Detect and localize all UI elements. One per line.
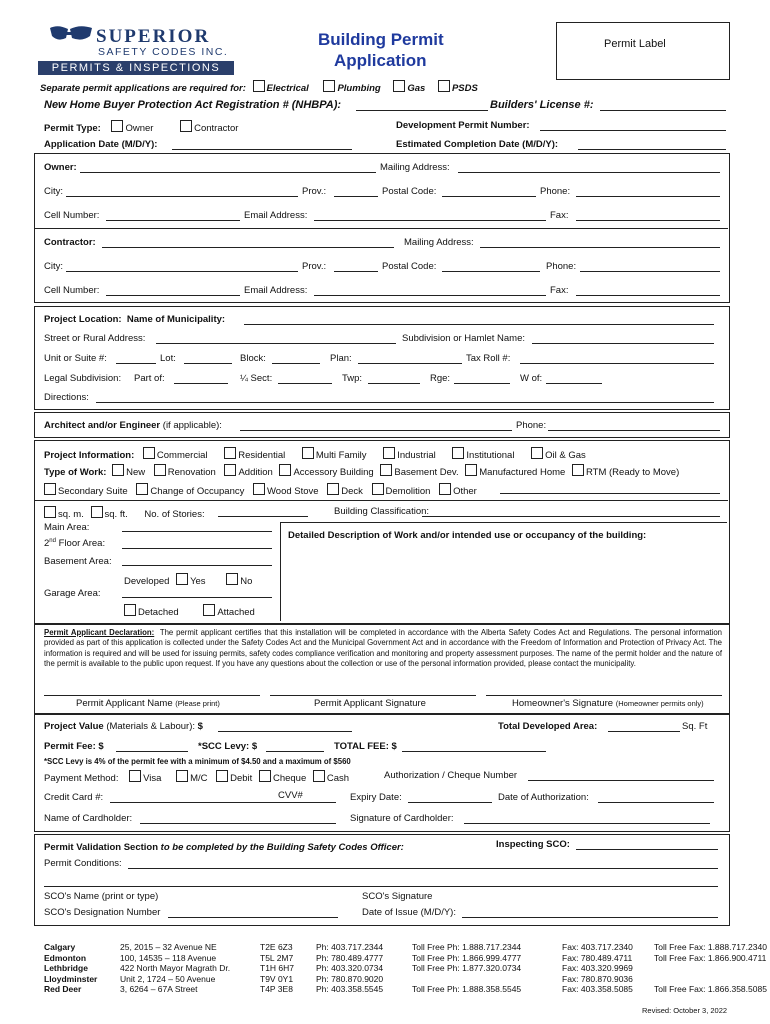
second-floor-text: Floor Area: xyxy=(55,538,106,550)
dev-permit-field[interactable] xyxy=(540,130,726,131)
payment-method-row xyxy=(44,770,349,784)
offices-footer xyxy=(44,942,770,995)
logo-banner: PERMITS & INSPECTIONS xyxy=(38,61,234,75)
owner-email-field[interactable] xyxy=(314,220,546,221)
office-tollfree: Toll Free Ph: 1.877.320.0734 xyxy=(412,963,522,973)
change-occupancy-label: Change of Occupancy xyxy=(150,486,245,497)
dev-permit-label: Development Permit Number: xyxy=(396,120,530,131)
directions-label: Directions: xyxy=(44,392,89,403)
divider xyxy=(34,228,728,229)
developed-row xyxy=(124,573,252,587)
divider xyxy=(34,500,728,501)
homeowner-signature-label xyxy=(512,698,704,709)
deck-label: Deck xyxy=(341,486,363,497)
permit-fee-field[interactable] xyxy=(116,751,188,752)
manufactured-home-checkbox[interactable] xyxy=(465,464,477,476)
office-phone: Ph: 403.358.5545 xyxy=(316,984,384,994)
sco-signature-label: SCO's Signature xyxy=(362,891,433,902)
garage-type-row xyxy=(124,604,255,618)
contractor-phone-field[interactable] xyxy=(580,271,720,272)
second-floor-label xyxy=(44,538,105,549)
industrial-checkbox[interactable] xyxy=(383,447,395,459)
quarter-section-field[interactable] xyxy=(278,383,332,384)
declaration-text: The permit applicant certifies that this installation will be completed in accordance with the Alberta Safety Codes Act and Regulations. The personal information provided as part of this application is collected under the Safety Codes Act and the Municipal Government Act and in accordance with the Freedom of Information and Protection of Privacy Act. The information is required and will be used for issuing permits, safety codes compliance verification and monitoring and property assessment purposes. The name of the permit holder and the nature of the permit is available to the public upon request. If you have any questions about the collection or use of the personal information provided, please contact the municipality. xyxy=(44,628,722,669)
rge-field[interactable] xyxy=(454,383,510,384)
office-address: 100, 14535 – 118 Avenue xyxy=(120,952,217,963)
homeowner-signature-field[interactable] xyxy=(486,695,722,696)
contractor-mailing-field[interactable] xyxy=(480,247,720,248)
issue-date-field[interactable] xyxy=(462,917,718,918)
builders-license-label: Builders' License #: xyxy=(490,99,594,111)
wood-stove-label: Wood Stove xyxy=(267,486,319,497)
office-city: Edmonton xyxy=(44,952,87,963)
type-of-work-row xyxy=(44,464,679,478)
applicant-name-label xyxy=(76,698,220,709)
office-row xyxy=(44,942,770,953)
form-title-line1: Building Permit xyxy=(318,30,444,49)
permit-fee-label: Permit Fee: $ xyxy=(44,741,104,752)
contractor-label: Contractor: xyxy=(44,237,96,248)
office-address: 25, 2015 – 32 Avenue NE xyxy=(120,942,217,952)
sco-name-label: SCO's Name (print or type) xyxy=(44,891,159,902)
office-row xyxy=(44,953,770,964)
cardholder-signature-field[interactable] xyxy=(464,823,710,824)
sqm-label: sq. m. xyxy=(58,509,84,520)
owner-email-label: Email Address: xyxy=(244,210,308,221)
cash-label: Cash xyxy=(326,773,350,784)
main-area-field[interactable] xyxy=(122,531,272,532)
w-of-field[interactable] xyxy=(546,383,602,384)
rge-label: Rge: xyxy=(430,373,451,384)
accessory-building-label: Accessory Building xyxy=(293,467,374,478)
owner-mailing-field[interactable] xyxy=(458,172,720,173)
cardholder-label: Name of Cardholder: xyxy=(44,813,133,824)
change-occupancy-checkbox[interactable] xyxy=(136,483,148,495)
oil-gas-checkbox[interactable] xyxy=(531,447,543,459)
designation-label: SCO's Designation Number xyxy=(44,907,161,918)
basement-dev-label: Basement Dev. xyxy=(394,467,459,478)
twp-label: Twp: xyxy=(342,373,363,384)
garage-area-label: Garage Area: xyxy=(44,588,101,599)
basement-dev-checkbox[interactable] xyxy=(380,464,392,476)
project-info-label: Project Information: xyxy=(44,450,135,461)
subdivision-label: Subdivision or Hamlet Name: xyxy=(402,333,526,344)
mc-checkbox[interactable] xyxy=(176,770,188,782)
permit-label: Permit Label xyxy=(604,38,666,50)
validation-title-row xyxy=(44,842,404,853)
office-row xyxy=(44,984,770,995)
nhbpa-label: New Home Buyer Protection Act Registration # (NHBPA): xyxy=(44,99,342,111)
new-label: New xyxy=(126,467,146,478)
block-field[interactable] xyxy=(272,363,320,364)
cvv-label: CVV# xyxy=(278,790,303,801)
gas-label: Gas xyxy=(407,83,426,94)
oil-gas-label: Oil & Gas xyxy=(545,450,586,461)
plumbing-checkbox[interactable] xyxy=(323,80,335,92)
electrical-label: Electrical xyxy=(266,83,309,94)
credit-card-field[interactable] xyxy=(110,802,336,803)
owner-prov-label: Prov.: xyxy=(302,186,327,197)
contractor-email-label: Email Address: xyxy=(244,285,308,296)
owner-fax-label: Fax: xyxy=(550,210,569,221)
owner-phone-label: Phone: xyxy=(540,186,571,197)
cash-checkbox[interactable] xyxy=(313,770,325,782)
residential-checkbox[interactable] xyxy=(224,447,236,459)
developed-yes-checkbox[interactable] xyxy=(176,573,188,585)
total-fee-label: TOTAL FEE: $ xyxy=(334,741,397,752)
plumbing-label: Plumbing xyxy=(337,83,381,94)
cardholder-signature-label: Signature of Cardholder: xyxy=(350,813,454,824)
permit-label-box xyxy=(556,22,730,80)
office-tollfree: Toll Free Ph: 1.888.717.2344 xyxy=(412,942,522,952)
commercial-checkbox[interactable] xyxy=(143,447,155,459)
owner-label: Owner: xyxy=(44,162,77,173)
contractor-cell-label: Cell Number: xyxy=(44,285,100,296)
part-of-label: Part of: xyxy=(134,373,165,384)
renovation-label: Renovation xyxy=(167,467,216,478)
office-tollfree-fax xyxy=(654,974,770,985)
office-tollfree: Toll Free Ph: 1.866.999.4777 xyxy=(412,952,522,963)
owner-cell-field[interactable] xyxy=(106,220,240,221)
office-postal: T1H 6H7 xyxy=(260,963,295,973)
garage-area-field[interactable] xyxy=(122,597,272,598)
deck-checkbox[interactable] xyxy=(327,483,339,495)
multi-family-checkbox[interactable] xyxy=(302,447,314,459)
office-postal: T2E 6Z3 xyxy=(260,942,293,952)
visa-label: Visa xyxy=(143,773,162,784)
declaration-text-block xyxy=(44,628,722,670)
office-postal: T9V 0Y1 xyxy=(260,973,294,984)
multi-family-label: Multi Family xyxy=(315,450,367,461)
owner-postal-label: Postal Code: xyxy=(382,186,437,197)
unit-field[interactable] xyxy=(116,363,156,364)
logo-name: SUPERIOR xyxy=(96,26,211,47)
expiry-label: Expiry Date: xyxy=(350,792,402,803)
psds-checkbox[interactable] xyxy=(438,80,450,92)
project-location-label xyxy=(44,314,225,325)
addition-checkbox[interactable] xyxy=(224,464,236,476)
builders-license-field[interactable] xyxy=(600,110,726,111)
contractor-option-label: Contractor xyxy=(194,123,239,134)
contractor-fax-label: Fax: xyxy=(550,285,569,296)
payment-method-label: Payment Method: xyxy=(44,773,119,784)
contractor-email-field[interactable] xyxy=(314,295,546,296)
mc-label: M/C xyxy=(190,773,208,784)
municipality-field[interactable] xyxy=(244,324,714,325)
residential-label: Residential xyxy=(238,450,286,461)
office-fax: Fax: 403.320.9969 xyxy=(562,963,633,973)
secondary-suite-label: Secondary Suite xyxy=(58,486,128,497)
office-tollfree-fax xyxy=(654,963,770,974)
logo-mark-icon xyxy=(48,24,94,48)
contractor-fax-field[interactable] xyxy=(576,295,720,296)
owner-postal-field[interactable] xyxy=(442,196,536,197)
credit-card-label: Credit Card #: xyxy=(44,792,104,803)
owner-phone-field[interactable] xyxy=(576,196,720,197)
demolition-checkbox[interactable] xyxy=(372,483,384,495)
block-label: Block: xyxy=(240,353,266,364)
sqm-checkbox[interactable] xyxy=(44,506,56,518)
electrical-checkbox[interactable] xyxy=(253,80,265,92)
designation-field[interactable] xyxy=(168,917,338,918)
other-label: Other xyxy=(453,486,477,497)
part-of-field[interactable] xyxy=(174,383,228,384)
total-area-label: Total Developed Area: xyxy=(498,721,598,732)
industrial-label: Industrial xyxy=(397,450,436,461)
subdivision-field[interactable] xyxy=(532,343,714,344)
project-value-suffix: (Materials & Labour): xyxy=(106,721,196,732)
contractor-city-label: City: xyxy=(44,261,63,272)
detached-checkbox[interactable] xyxy=(124,604,136,616)
debit-checkbox[interactable] xyxy=(216,770,228,782)
description-label: Detailed Description of Work and/or intended use or occupancy of the building: xyxy=(288,530,647,541)
applicant-signature-field[interactable] xyxy=(270,695,476,696)
gas-checkbox[interactable] xyxy=(393,80,405,92)
issue-date-label: Date of Issue (M/D/Y): xyxy=(362,907,456,918)
owner-cell-label: Cell Number: xyxy=(44,210,100,221)
office-fax: Fax: 403.717.2340 xyxy=(562,942,633,952)
office-address: 422 North Mayor Magrath Dr. xyxy=(120,963,231,973)
contractor-postal-label: Postal Code: xyxy=(382,261,437,272)
office-row xyxy=(44,974,770,985)
unit-label: Unit or Suite #: xyxy=(44,353,107,364)
wood-stove-checkbox[interactable] xyxy=(253,483,265,495)
application-date-field[interactable] xyxy=(172,149,352,150)
cardholder-field[interactable] xyxy=(140,823,336,824)
institutional-checkbox[interactable] xyxy=(452,447,464,459)
contractor-prov-field[interactable] xyxy=(334,271,378,272)
office-tollfree-fax: Toll Free Fax: 1.866.900.4711 xyxy=(654,952,767,963)
project-info-row xyxy=(44,447,586,461)
authorization-label: Authorization / Cheque Number xyxy=(384,770,518,781)
lot-label: Lot: xyxy=(160,353,176,364)
validation-subtitle: to be completed by the Building Safety Codes Officer: xyxy=(160,842,404,853)
lot-field[interactable] xyxy=(184,363,232,364)
accessory-building-checkbox[interactable] xyxy=(279,464,291,476)
quarter-section-label: ¼ Sect: xyxy=(240,373,273,384)
architect-phone-field[interactable] xyxy=(548,430,720,431)
expiry-field[interactable] xyxy=(408,802,492,803)
dollar-sign: $ xyxy=(197,721,203,732)
secondary-suite-checkbox[interactable] xyxy=(44,483,56,495)
type-of-work-row-2 xyxy=(44,483,477,497)
office-phone: Ph: 403.717.2344 xyxy=(316,942,384,952)
total-area-unit: Sq. Ft xyxy=(682,721,708,732)
other-field[interactable] xyxy=(500,493,720,494)
manufactured-home-label: Manufactured Home xyxy=(479,467,566,478)
form-title-line2: Application xyxy=(334,51,427,70)
rtm-checkbox[interactable] xyxy=(572,464,584,476)
total-area-field[interactable] xyxy=(608,731,680,732)
permit-type-row xyxy=(44,120,238,134)
office-postal: T5L 2M7 xyxy=(260,952,294,963)
office-city: Red Deer xyxy=(44,984,82,994)
logo-subtitle: SAFETY CODES INC. xyxy=(98,46,229,58)
architect-title: Architect and/or Engineer xyxy=(44,420,161,431)
sqft-label: sq. ft. xyxy=(104,509,128,520)
office-phone: Ph: 780.870.9020 xyxy=(316,973,384,984)
basement-area-field[interactable] xyxy=(122,565,272,566)
street-label: Street or Rural Address: xyxy=(44,333,146,344)
contractor-checkbox[interactable] xyxy=(180,120,192,132)
legal-label: Legal Subdivision: xyxy=(44,373,122,384)
separate-applications-row xyxy=(40,80,478,94)
owner-mailing-label: Mailing Address: xyxy=(380,162,450,173)
stories-label: No. of Stories: xyxy=(144,509,205,520)
type-of-work-label: Type of Work: xyxy=(44,467,107,478)
basement-area-label: Basement Area: xyxy=(44,556,112,567)
office-tollfree: Toll Free Ph: 1.888.358.5545 xyxy=(412,984,522,994)
applicant-name-text: Permit Applicant Name xyxy=(76,698,173,709)
project-value-row xyxy=(44,721,203,732)
declaration-title: Permit Applicant Declaration: xyxy=(44,628,155,637)
second-floor-number: 2 xyxy=(44,538,50,550)
applicant-signature-label: Permit Applicant Signature xyxy=(314,698,426,709)
developed-yes-label: Yes xyxy=(190,576,206,587)
applicant-name-suffix: (Please print) xyxy=(175,699,220,708)
architect-phone-label: Phone: xyxy=(516,420,547,431)
cheque-checkbox[interactable] xyxy=(259,770,271,782)
contractor-cell-field[interactable] xyxy=(106,295,240,296)
psds-label: PSDS xyxy=(451,83,478,94)
plan-label: Plan: xyxy=(330,353,352,364)
tax-roll-label: Tax Roll #: xyxy=(466,353,511,364)
office-postal: T4P 3E8 xyxy=(260,984,293,994)
completion-date-label: Estimated Completion Date (M/D/Y): xyxy=(396,139,559,150)
twp-field[interactable] xyxy=(368,383,420,384)
owner-city-field[interactable] xyxy=(66,196,298,197)
office-tollfree xyxy=(412,974,562,985)
scc-levy-field[interactable] xyxy=(266,751,324,752)
permit-conditions-field-2[interactable] xyxy=(44,886,718,887)
nhbpa-field[interactable] xyxy=(356,110,488,111)
architect-field[interactable] xyxy=(240,430,512,431)
sqft-checkbox[interactable] xyxy=(91,506,103,518)
demolition-label: Demolition xyxy=(385,486,431,497)
revised-date: Revised: October 3, 2022 xyxy=(642,1006,728,1015)
classification-label: Building Classification: xyxy=(334,506,430,517)
office-tollfree-fax: Toll Free Fax: 1.866.358.5085 xyxy=(654,984,767,994)
owner-prov-field[interactable] xyxy=(334,196,378,197)
office-city: Calgary xyxy=(44,942,76,952)
debit-label: Debit xyxy=(230,773,253,784)
contractor-prov-label: Prov.: xyxy=(302,261,327,272)
permit-conditions-field[interactable] xyxy=(128,868,718,869)
architect-suffix: (if applicable): xyxy=(162,420,222,431)
attached-checkbox[interactable] xyxy=(203,604,215,616)
date-auth-field[interactable] xyxy=(598,802,714,803)
inspecting-sco-label: Inspecting SCO: xyxy=(496,839,570,850)
addition-label: Addition xyxy=(238,467,273,478)
permit-type-label: Permit Type: xyxy=(44,123,101,134)
new-checkbox[interactable] xyxy=(112,464,124,476)
directions-field[interactable] xyxy=(96,402,714,403)
owner-option-label: Owner xyxy=(125,123,154,134)
applicant-name-field[interactable] xyxy=(44,695,260,696)
owner-city-label: City: xyxy=(44,186,63,197)
total-fee-field[interactable] xyxy=(402,751,546,752)
office-tollfree-fax: Toll Free Fax: 1.888.717.2340 xyxy=(654,942,767,952)
validation-title: Permit Validation Section xyxy=(44,842,159,853)
owner-checkbox[interactable] xyxy=(111,120,123,132)
contractor-mailing-label: Mailing Address: xyxy=(404,237,474,248)
detached-label: Detached xyxy=(138,607,179,618)
developed-no-label: No xyxy=(240,576,253,587)
office-fax: Fax: 403.358.5085 xyxy=(562,984,633,994)
permit-conditions-label: Permit Conditions: xyxy=(44,858,122,869)
developed-label: Developed xyxy=(124,576,170,587)
main-area-label: Main Area: xyxy=(44,522,90,533)
stories-field[interactable] xyxy=(218,516,308,517)
renovation-checkbox[interactable] xyxy=(154,464,166,476)
contractor-phone-label: Phone: xyxy=(546,261,577,272)
office-fax: Fax: 780.489.4711 xyxy=(562,952,633,963)
second-floor-suffix: nd xyxy=(49,538,56,544)
office-address: Unit 2, 1724 – 50 Avenue xyxy=(120,973,216,984)
developed-no-checkbox[interactable] xyxy=(226,573,238,585)
plan-field[interactable] xyxy=(358,363,462,364)
date-auth-label: Date of Authorization: xyxy=(498,792,589,803)
project-value-label: Project Value xyxy=(44,721,104,732)
municipality-label: Name of Municipality: xyxy=(126,314,226,325)
w-of-label: W of: xyxy=(520,373,543,384)
inspecting-sco-field[interactable] xyxy=(576,849,718,850)
second-floor-field[interactable] xyxy=(122,548,272,549)
attached-label: Attached xyxy=(217,607,255,618)
completion-date-field[interactable] xyxy=(578,149,726,150)
scc-note: *SCC Levy is 4% of the permit fee with a minimum of $4.50 and a maximum of $560 xyxy=(44,757,351,766)
office-address: 3, 6264 – 67A Street xyxy=(120,984,198,994)
project-value-field[interactable] xyxy=(218,731,352,732)
separate-text: Separate permit applications are required for: xyxy=(40,83,246,94)
office-phone: Ph: 403.320.0734 xyxy=(316,963,384,973)
rtm-label: RTM (Ready to Move) xyxy=(585,467,680,478)
area-units-row xyxy=(44,506,205,520)
scc-levy-label: *SCC Levy: $ xyxy=(198,741,258,752)
architect-label xyxy=(44,420,222,431)
application-date-label: Application Date (M/D/Y): xyxy=(44,139,158,150)
project-location-title: Project Location: xyxy=(44,314,122,325)
other-checkbox[interactable] xyxy=(439,483,451,495)
office-row xyxy=(44,963,770,974)
contractor-postal-field[interactable] xyxy=(442,271,540,272)
authorization-field[interactable] xyxy=(528,780,714,781)
cheque-label: Cheque xyxy=(272,773,307,784)
office-city: Lloydminster xyxy=(44,973,98,984)
classification-field[interactable] xyxy=(422,516,720,517)
office-fax: Fax: 780.870.9036 xyxy=(562,973,633,984)
office-phone: Ph: 780.489.4777 xyxy=(316,952,384,963)
office-city: Lethbridge xyxy=(44,963,88,973)
commercial-label: Commercial xyxy=(156,450,208,461)
contractor-field[interactable] xyxy=(102,247,394,248)
owner-fax-field[interactable] xyxy=(576,220,720,221)
street-field[interactable] xyxy=(156,343,396,344)
institutional-label: Institutional xyxy=(466,450,515,461)
owner-field[interactable] xyxy=(80,172,376,173)
homeowner-signature-text: Homeowner's Signature xyxy=(512,698,614,709)
tax-roll-field[interactable] xyxy=(520,363,714,364)
contractor-city-field[interactable] xyxy=(66,271,298,272)
visa-checkbox[interactable] xyxy=(129,770,141,782)
homeowner-signature-suffix: (Homeowner permits only) xyxy=(615,699,704,708)
